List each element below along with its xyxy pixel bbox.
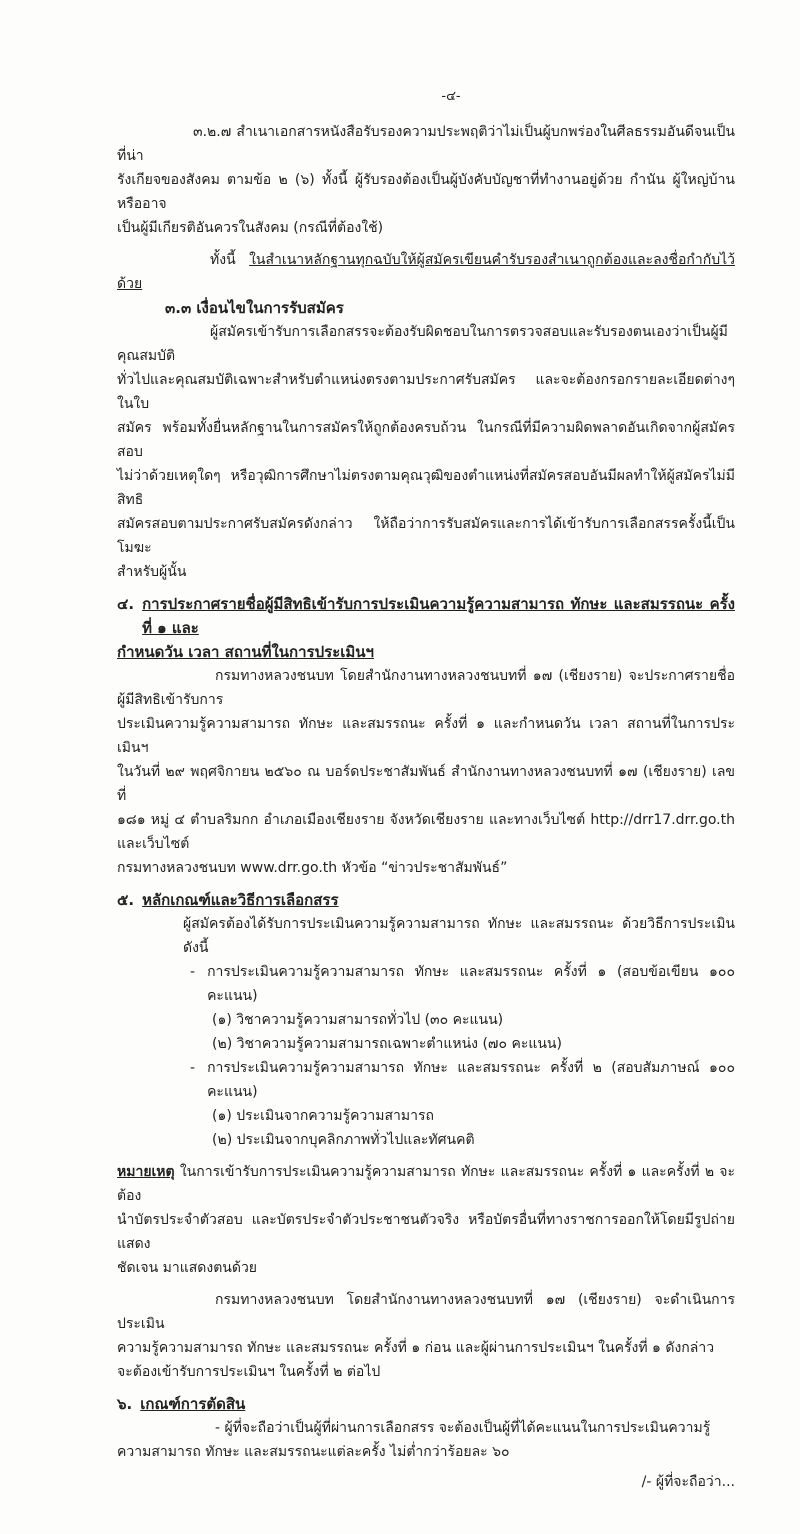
assessment-round-2-row	[117, 1056, 735, 1104]
section-4-title: การประกาศรายชื่อผู้มีสิทธิเข้ารับการประเมินความรู้ความสามารถ ทักษะ และสมรรถนะ ครั้งที่ ๑ และ	[142, 595, 735, 637]
page-number: -๔-	[441, 89, 461, 104]
item-327-line-1: ๓.๒.๗ สำเนาเอกสารหนังสือรับรองความประพฤติว่าไม่เป็นผู้บกพร่องในศีลธรรมอันดีจนเป็นที่น่า	[117, 124, 735, 164]
section-6-heading	[117, 1392, 735, 1416]
assessment-order-line-1: กรมทางหลวงชนบท โดยสำนักงานทางหลวงชนบทที่ ๑๗ (เชียงราย) จะดำเนินการประเมิน	[117, 1292, 735, 1332]
assessment-order-line-2: ความรู้ความสามารถ ทักษะ และสมรรถนะ ครั้งที่ ๑ ก่อน และผู้ผ่านการประเมินฯ ในครั้งที่ ๑ ดังกล่าว	[117, 1340, 715, 1356]
section-5-intro: ผู้สมัครต้องได้รับการประเมินความรู้ความสามารถ ทักษะ และสมรรถนะ ด้วยวิธีการประเมิน ดังนี้	[183, 916, 735, 956]
continuation-marker: /- ผู้ที่จะถือว่า...	[641, 1474, 735, 1490]
section-6-number: ๖.	[117, 1395, 133, 1413]
assessment-round-1: การประเมินความรู้ความสามารถ ทักษะ และสมรรถนะ ครั้งที่ ๑ (สอบข้อเขียน ๑๐๐ คะแนน)	[207, 964, 735, 1004]
remark-label: หมายเหตุ	[117, 1164, 175, 1180]
bullet-dash: -	[190, 1060, 196, 1076]
remark-line-1	[117, 1160, 735, 1208]
assessment-subitem: (๑) ประเมินจากความรู้ความสามารถ	[212, 1108, 434, 1124]
certification-note	[117, 248, 735, 296]
assessment-round-1-row	[117, 960, 735, 1008]
assessment-subitem: (๒) ประเมินจากบุคลิกภาพทั่วไปและทัศนคติ	[212, 1132, 475, 1148]
section-33-line: สมัครสอบตามประกาศรับสมัครดังกล่าว ให้ถือว่าการรับสมัครและการได้เข้ารับการเลือกสรรครั้งนี้เป็นโมฆะ	[117, 516, 735, 556]
section-4-line: ประเมินความรู้ความสามารถ ทักษะ และสมรรถนะ ครั้งที่ ๑ และกำหนดวัน เวลา สถานที่ในการประเมินฯ	[117, 716, 735, 756]
section-4-line: ในวันที่ ๒๙ พฤศจิกายน ๒๕๖๐ ณ บอร์ดประชาสัมพันธ์ สำนักงานทางหลวงชนบทที่ ๑๗ (เชียงราย) เลขที่	[117, 764, 735, 804]
section-4-title-cont: กำหนดวัน เวลา สถานที่ในการประเมินฯ	[117, 643, 374, 661]
bullet-dash: -	[190, 964, 196, 980]
section-6-title: เกณฑ์การตัดสิน	[140, 1395, 246, 1413]
section-4-number: ๔.	[117, 595, 135, 613]
section-33-line: สำหรับผู้นั้น	[117, 564, 187, 580]
section-5-title: หลักเกณฑ์และวิธีการเลือกสรร	[142, 891, 339, 909]
section-33-heading: ๓.๓ เงื่อนไขในการรับสมัคร	[165, 299, 344, 317]
section-33-line: สมัคร พร้อมทั้งยื่นหลักฐานในการสมัครให้ถูกต้องครบถ้วน ในกรณีที่มีความผิดพลาดอันเกิดจากผู้สมัครสอบ	[117, 420, 735, 460]
remark-text: ในการเข้ารับการประเมินความรู้ความสามารถ ทักษะ และสมรรถนะ ครั้งที่ ๑ และครั้งที่ ๒ จะต้อง	[117, 1164, 735, 1204]
section-4-line: กรมทางหลวงชนบท www.drr.go.th หัวข้อ “ข่าวประชาสัมพันธ์”	[117, 860, 508, 876]
assessment-subitem: (๒) วิชาความรู้ความสามารถเฉพาะตำแหน่ง (๗๐ คะแนน)	[212, 1036, 562, 1052]
section-5-number: ๕.	[117, 891, 135, 909]
note-prefix: ทั้งนี้	[210, 252, 250, 268]
section-4-heading	[117, 592, 735, 640]
assessment-round-2: การประเมินความรู้ความสามารถ ทักษะ และสมรรถนะ ครั้งที่ ๒ (สอบสัมภาษณ์ ๑๐๐ คะแนน)	[207, 1060, 735, 1100]
note-underlined: ในสำเนาหลักฐานทุกฉบับให้ผู้สมัครเขียนคำรับรองสำเนาถูกต้องและลงชื่อกำกับไว้ด้วย	[117, 252, 735, 292]
section-5-heading	[117, 888, 735, 912]
criteria-line-2: ความสามารถ ทักษะ และสมรรถนะแต่ละครั้ง ไม่ต่ำกว่าร้อยละ ๖๐	[117, 1444, 510, 1460]
item-327-line-3: เป็นผู้มีเกียรติอันควรในสังคม (กรณีที่ต้องใช้)	[117, 220, 384, 236]
remark-line-2: นำบัตรประจำตัวสอบ และบัตรประจำตัวประชาชนตัวจริง หรือบัตรอื่นที่ทางราชการออกให้โดยมีรูปถ่ายแสดง	[117, 1212, 735, 1252]
section-33-line: ผู้สมัครเข้ารับการเลือกสรรจะต้องรับผิดชอบในการตรวจสอบและรับรองตนเองว่าเป็นผู้มีคุณสมบัติ	[117, 324, 728, 364]
remark-line-3: ชัดเจน มาแสดงตนด้วย	[117, 1260, 258, 1276]
assessment-order-line-3: จะต้องเข้ารับการประเมินฯ ในครั้งที่ ๒ ต่อไป	[117, 1364, 381, 1380]
item-327-line-2: รังเกียจของสังคม ตามข้อ ๒ (๖) ทั้งนี้ ผู้รับรองต้องเป็นผู้บังคับบัญชาที่ทำงานอยู่ด้วย กำนัน ผู้ใหญ่บ้าน หรืออาจ	[117, 172, 735, 212]
section-4-line: กรมทางหลวงชนบท โดยสำนักงานทางหลวงชนบทที่ ๑๗ (เชียงราย) จะประกาศรายชื่อผู้มีสิทธิเข้ารับการ	[117, 668, 735, 708]
criteria-line-1: - ผู้ที่จะถือว่าเป็นผู้ที่ผ่านการเลือกสรร จะต้องเป็นผู้ที่ได้คะแนนในการประเมินความรู้	[215, 1420, 711, 1436]
assessment-subitem: (๑) วิชาความรู้ความสามารถทั่วไป (๓๐ คะแนน)	[212, 1012, 504, 1028]
section-4-line: ๑๘๑ หมู่ ๔ ตำบลริมกก อำเภอเมืองเชียงราย จังหวัดเชียงราย และทางเว็บไซต์ http://drr17.drr.go.th และเว็บไซต์	[117, 812, 735, 852]
section-33-line: ทั่วไปและคุณสมบัติเฉพาะสำหรับตำแหน่งตรงตามประกาศรับสมัคร และจะต้องกรอกรายละเอียดต่างๆ ในใบ	[117, 372, 735, 412]
section-33-line: ไม่ว่าด้วยเหตุใดๆ หรือวุฒิการศึกษาไม่ตรงตามคุณวุฒิของตำแหน่งที่สมัครสอบอันมีผลทำให้ผู้สมัครไม่มีสิทธิ	[117, 468, 735, 508]
